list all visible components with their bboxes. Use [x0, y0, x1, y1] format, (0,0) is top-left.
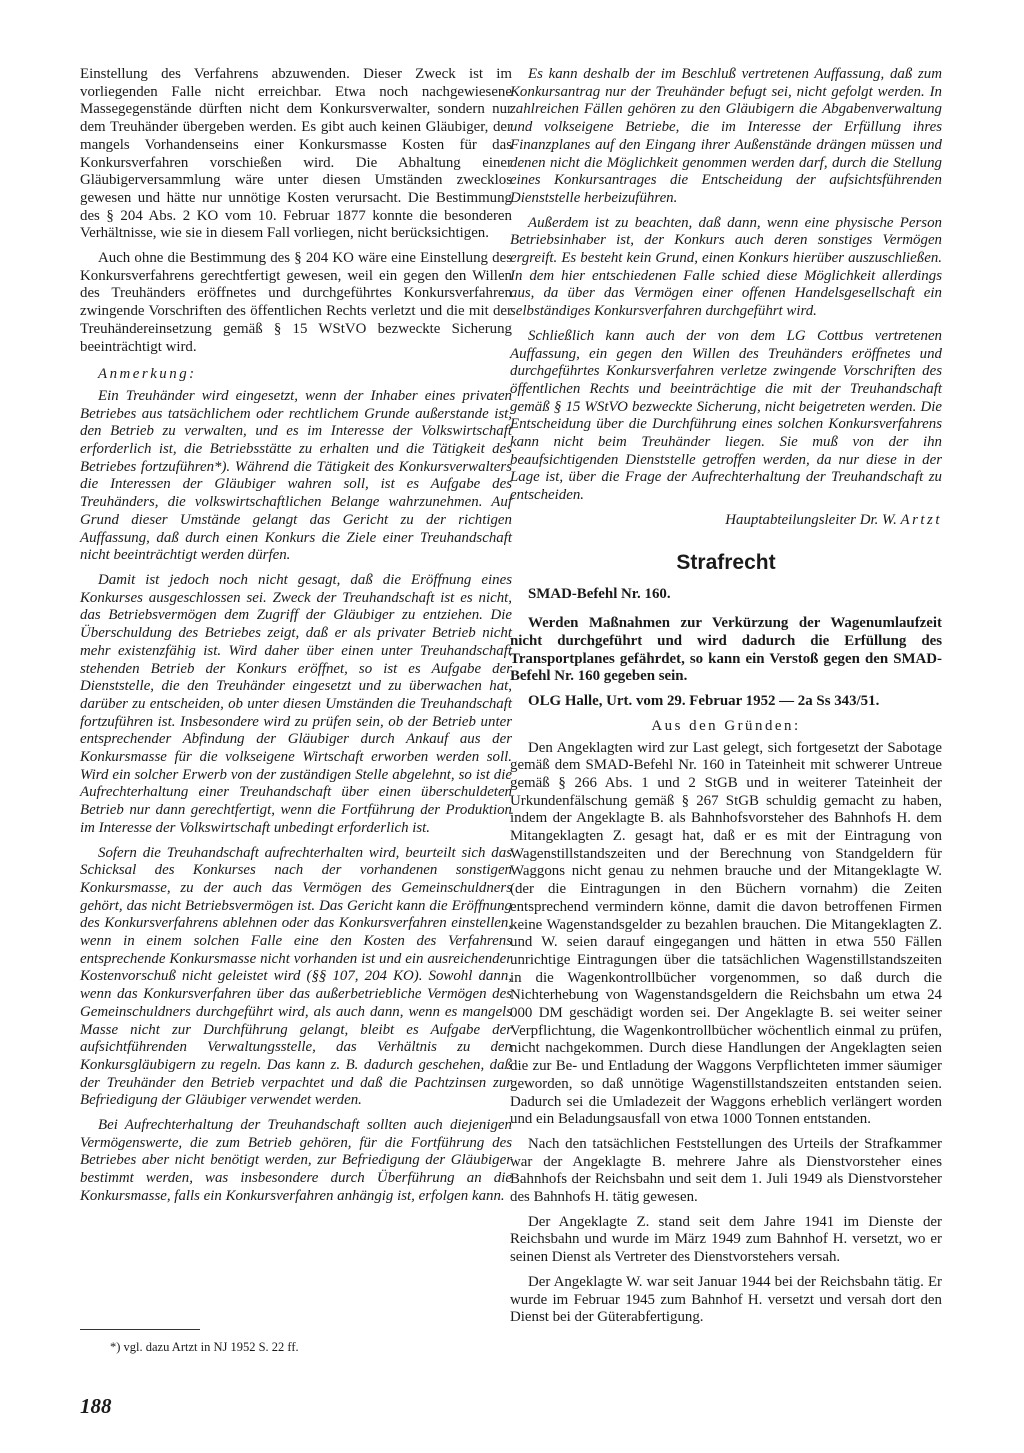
judgment-paragraph: Der Angeklagte Z. stand seit dem Jahre 1941 im Dienste der Reichsbahn und wurde im März 1949 zum Bahnhof H. versetzt, wo er seinen Dienst als Vertreter des Dienstvorstehers versah. — [510, 1213, 942, 1266]
annotation-paragraph: Damit ist jedoch noch nicht gesagt, daß die Eröffnung eines Konkurses ausgeschlossen sei. Zweck der Treuhandschaft ist es nicht, das Betriebsvermögen dem Zugriff der Gläubiger zu entziehen. Die Überschuldung des Betriebes zeigt, daß er als privater Betrieb nicht mehr existenzfähig ist. Wird daher über einen unter Treuhandschaft stehenden Betrieb der Konkurs eröffnet, so ist es Aufgabe der Dienststelle, die den Treuhänder eingesetzt und zu überwachen hat, darüber zu entscheiden, ob unter diesen Umständen die Treuhandschaft fortzuführen ist. Insbesondere wird zu prüfen sein, ob der Betrieb unter entsprechender Abfindung der Gläubiger durch Ankauf aus der Konkursmasse für die volkseigene Wirtschaft erworben werden soll. Wird ein solcher Erwerb von der zuständigen Stelle abgelehnt, so ist die Aufrechterhaltung einer Treuhandschaft über einen überschuldeten Betrieb nur dann gerechtfertigt, wenn die Fortführung der Produktion im Interesse der Volkswirtschaft unbedingt erforderlich ist. — [80, 571, 512, 836]
annotation-paragraph: Außerdem ist zu beachten, daß dann, wenn eine physische Person Betriebsinhaber ist, der Konkurs auch deren sonstiges Vermögen ergreift. Es besteht kein Grund, einen Konkurs hierüber auszuschließen. In dem hier entschiedenen Falle schied diese Möglichkeit allerdings aus, da über das Vermögen einer offenen Handelsgesellschaft ein selbständiges Konkursverfahren durchgeführt wird. — [510, 214, 942, 320]
judgment-paragraph: Nach den tatsächlichen Feststellungen des Urteils der Strafkammer war der Angeklagte B. mehrere Jahre als Dienstvorsteher eines Bahnhofs der Reichsbahn und seit dem 1. Juli 1949 als Dienstvorsteher des Bahnhofs H. tätig gewesen. — [510, 1135, 942, 1206]
judgment-paragraph: Der Angeklagte W. war seit Januar 1944 bei der Reichsbahn tätig. Er wurde im Februar 1945 zum Bahnhof H. versetzt und versah dort den Dienst bei der Güterabfertigung. — [510, 1273, 942, 1326]
annotation-paragraph: Es kann deshalb der im Beschluß vertretenen Auffassung, daß zum Konkursantrag nur der Treuhänder befugt sei, nicht gefolgt werden. In zahlreichen Fällen gehören zu den Gläubigern die Abgabenverwaltung und volkseigene Betriebe, die im Interesse der Erfüllung ihres Finanzplanes auf den Eingang ihrer Außenstände drängen müssen und denen nicht die Möglichkeit genommen werden darf, durch die Stellung eines Konkursantrages die Entscheidung der aufsichtsführenden Dienststelle herbeizuführen. — [510, 66, 942, 206]
decree-heading: SMAD-Befehl Nr. 160. — [528, 585, 671, 602]
paragraph-ko-204: Auch ohne die Bestimmung des § 204 KO wäre eine Einstellung des Konkursverfahrens gerechtfertigt gewesen, weil ein gegen den Willen des Treuhänders eröffnetes und durchgeführtes Konkursverfahren zwingende Vorschriften des öffentlichen Rechts verletzt und die mit der Treuhändereinsetzung gemäß § 15 WStVO bezweckte Sicherung beeinträchtigt wird. — [80, 250, 512, 355]
signature-name: Artzt — [900, 511, 942, 528]
signature-prefix: Hauptabteilungsleiter Dr. W. — [725, 511, 901, 528]
court-citation: OLG Halle, Urt. vom 29. Februar 1952 — 2a Ss 343/51. — [528, 693, 880, 710]
headnote: Werden Maßnahmen zur Verkürzung der Wagenumlaufzeit nicht durchgeführt und wird dadurch die Erfüllung des Transportplanes gefährdet, so kann ein Verstoß gegen den SMAD-Befehl Nr. 160 gegeben sein. — [510, 615, 942, 685]
annotation-paragraph: Bei Aufrechterhaltung der Treuhandschaft sollten auch diejenigen Vermögenswerte, die zum Betrieb gehören, für die Fortführung des Betriebes aber nicht benötigt werden, zur Befriedigung der Gläubiger bestimmt werden, was insbesondere durch Überführung an die Konkursmasse, falls ein Konkursverfahren anhängig ist, erfolgen kann. — [80, 1117, 512, 1204]
judgment-paragraph: Den Angeklagten wird zur Last gelegt, sich fortgesetzt der Sabotage gemäß dem SMAD-Befehl Nr. 160 in Tateinheit mit schwerer Untreue gemäß § 266 Abs. 1 und 2 StGB und in weiterer Tateinheit der Urkundenfälschung gemäß § 267 StGB schuldig gemacht zu haben, indem der Angeklagte B. als Bahnhofsvorsteher des Bahnhofs H. dem Mitangeklagten Z. gesagt hat, daß er es mit der Eintragung von Wagenstillstandszeiten und der Berechnung von Standgeldern für Waggons nicht genau zu nehmen brauche und der Mitangeklagte W. (der die Eintragungen in den Büchern vornahm) die Zeiten entsprechend vermindern könne, damit die davon betroffenen Firmen keine Wagenstandsgelder zu bezahlen brauchen. Die Mitangeklagten Z. und W. seien darauf eingegangen und hätten in etwa 550 Fällen unrichtige Eintragungen über die tatsächlichen Wagenstillstandszeiten in die Wagenkontrollbücher vorgenommen, so daß durch die Nichterhebung von Wagenstandsgeldern die Reichsbahn um etwa 24 000 DM geschädigt worden sei. Der Angeklagte B. sei weiter seiner Verpflichtung, die Wagenkontrollbücher wöchentlich einmal zu prüfen, nicht nachgekommen. Durch diese Handlungen der Angeklagten seien die zur Be- und Entladung der Waggons Verpflichteten immer säumiger geworden, so daß unnötige Wagenstillstandszeiten entstanden seien. Dadurch sei die Umladezeit der Waggons erheblich verlängert worden und ein Beladungsausfall von etwa 1000 Tonnen entstanden. — [510, 739, 942, 1128]
footnote: *) vgl. dazu Artzt in NJ 1952 S. 22 ff. — [110, 1340, 299, 1354]
annotation-paragraph: Ein Treuhänder wird eingesetzt, wenn der Inhaber eines privaten Betriebes aus tatsächlichem oder rechtlichem Grunde außerstande ist, den Betrieb zu verwalten, und es im Interesse der Volkswirtschaft erforderlich ist, die Betriebsstätte zu erhalten und die Tätigkeit des Betriebes fortzuführen*). Während die Tätigkeit des Konkursverwalters die Interessen der Gläubiger wahren soll, ist es Aufgabe des Treuhänders, die volkswirtschaftlichen Belange wahrzunehmen. Auf Grund dieser Umstände gelangt das Gericht zu der richtigen Auffassung, daß durch einen Konkurs die Ziele einer Treuhandschaft nicht beeinträchtigt werden dürfen. — [80, 387, 512, 564]
footnote-divider — [80, 1329, 200, 1330]
signature — [510, 512, 942, 530]
left-column — [80, 66, 512, 1213]
page-number: 188 — [80, 1394, 112, 1418]
right-column — [510, 66, 942, 1334]
anmerkung-heading: Anmerkung: — [98, 366, 197, 383]
paragraph-continuation: Einstellung des Verfahrens abzuwenden. Dieser Zweck ist im vorliegenden Falle nicht erreichbar. Etwa noch nachgewiesene Massegegenstände dürften nicht dem Konkursverwalter, sondern nur dem Treuhänder übergeben werden. Es gibt auch keinen Gläubiger, der mangels Vorhandenseins einer Konkursmasse Kosten für das Konkursverfahren vorschießen wird. Die Abhaltung einer Gläubigerversammlung wäre unter diesen Umständen zwecklos gewesen und hätte nur unnötige Kosten verursacht. Die Bestimmung des § 204 Abs. 2 KO vom 10. Februar 1877 konnte die besonderen Verhältnisse, wie sie in diesem Fall vorliegen, nicht berücksichtigen. — [80, 66, 512, 242]
section-title: Strafrecht — [676, 550, 776, 574]
annotation-paragraph: Schließlich kann auch der von dem LG Cottbus vertretenen Auffassung, ein gegen den Willen des Treuhänders eröffnetes und durchgeführtes Konkursverfahren verletze zwingende Vorschriften des öffentlichen Rechts und beeinträchtige die mit der Treuhandschaft gemäß § 15 WStVO bezweckte Sicherung, nicht beigetreten werden. Die Entscheidung über die Durchführung eines solchen Konkursverfahrens kann nicht beim Treuhänder liegen. Sie muß von der ihn beaufsichtigenden Dienststelle getroffen werden, da nur diese in der Lage ist, über die Frage der Aufrechterhaltung der Treuhandschaft zu entscheiden. — [510, 327, 942, 504]
annotation-paragraph: Sofern die Treuhandschaft aufrechterhalten wird, beurteilt sich das Schicksal des Konkurses nach der vorhandenen sonstigen Konkursmasse, zu der auch das Vermögen des Gemeinschuldners gehört, das nicht Betriebsvermögen ist. Das Gericht kann die Eröffnung des Konkursverfahrens ablehnen oder das Konkursverfahren einstellen, wenn in einem solchen Falle eine den Kosten des Verfahrens entsprechende Konkursmasse nicht vorhanden ist und ein ausreichender Kostenvorschuß nicht geleistet wird (§§ 107, 204 KO). Sowohl dann, wenn das Konkursverfahren über das außerbetriebliche Vermögen des Gemeinschuldners durchgeführt wird, als auch dann, wenn es mangels Masse nicht zur Durchführung gelangt, bleibt es Aufgabe der aufsichtführenden Verwaltungsstelle, das Verhältnis zu den Konkursgläubigern zu regeln. Das kann z. B. dadurch geschehen, daß der Treuhänder den Betrieb verpachtet und daß die Pachtzinsen zur Befriedigung der Gläubiger verwendet werden. — [80, 844, 512, 1109]
reasons-heading: Aus den Gründen: — [651, 717, 801, 734]
